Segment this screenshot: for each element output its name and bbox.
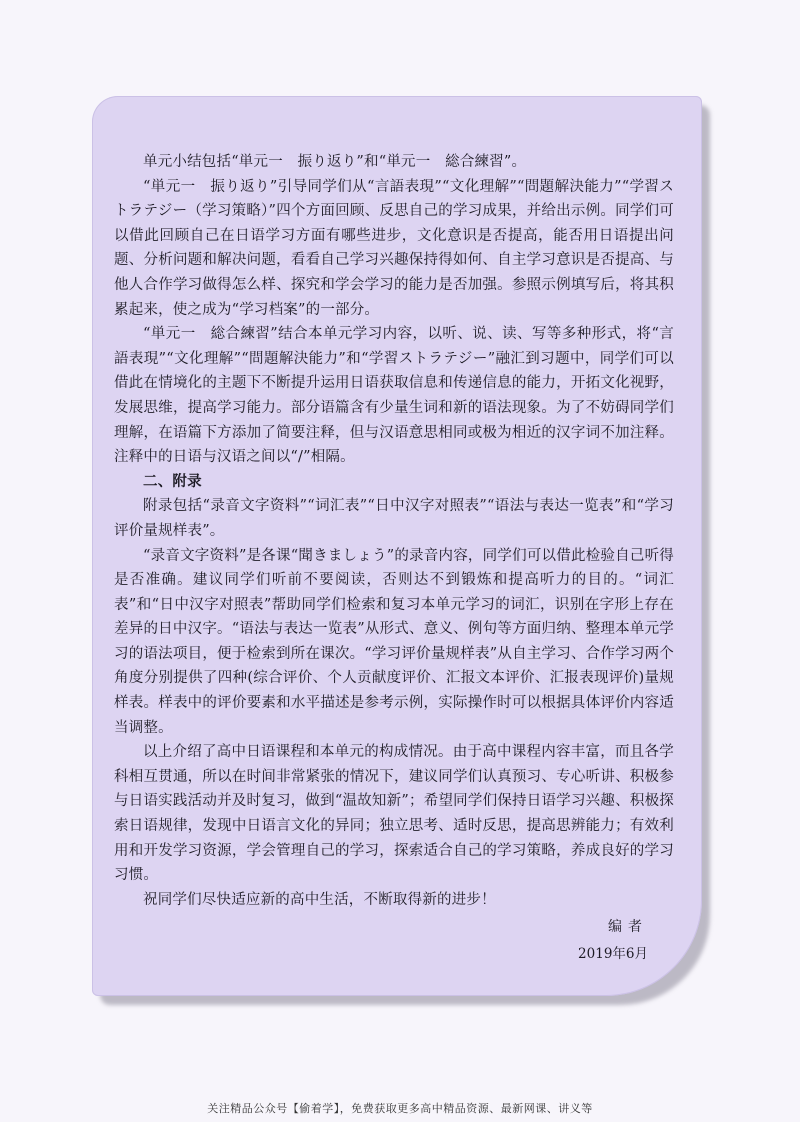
paragraph-review: “単元一 振り返り”引导同学们从“言語表現”“文化理解”“問題解決能力”“学習ストラテジー（学习策略）”四个方面回顾、反思自己的学习成果，并给出示例。同学们可以借此回顾自己在日语学习方面有哪些进步，文化意识是否提高，能否用日语提出问题、分析问题和解决问题，看看自己学习兴趣保持得如何、自主学习意识是否提高、与他人合作学习做得怎么样、探究和学会学习的能力是否加强。参照示例填写后，将其积累起来，使之成为“学习档案”的一部分。 bbox=[114, 178, 674, 318]
paragraph-practice: “単元一 総合練習”结合本单元学习内容，以听、说、读、写等多种形式，将“言語表現”“文化理解”“問題解決能力”和“学習ストラテジー”融汇到习题中，同学们可以借此在情境化的主题下不断提升运用日语获取信息和传递信息的能力，开拓文化视野，发展思维，提高学习能力。部分语篇含有少量生词和新的语法现象。为了不妨碍同学们理解，在语篇下方添加了简要注释，但与汉语意思相同或极为相近的汉字词不加注释。注释中的日语与汉语之间以“/”相隔。 bbox=[114, 326, 674, 466]
card-text bbox=[114, 150, 674, 912]
section-heading-appendix: 二、附录 bbox=[143, 473, 202, 490]
paragraph-appendix-details: “录音文字资料”是各课“聞きましょう”的录音内容，同学们可以借此检验自己听得是否准确。建议同学们听前不要阅读，否则达不到锻炼和提高听力的目的。“词汇表”和“日中汉字对照表”帮助同学们检索和复习本单元学习的词汇，识别在字形上存在差异的日中汉字。“语法与表达一览表”从形式、意义、例句等方面归纳、整理本单元学习的语法项目，便于检索到所在课次。“学习评价量规样表”从自主学习、合作学习两个角度分别提供了四种(综合评价、个人贡献度评价、汇报文本评价、汇报表现评价)量规样表。样表中的评价要素和水平描述是参考示例，实际操作时可以根据具体评价内容适当调整。 bbox=[114, 547, 674, 736]
paragraph-conclusion: 以上介绍了高中日语课程和本单元的构成情况。由于高中课程内容丰富，而且各学科相互贯通，所以在时间非常紧张的情况下，建议同学们认真预习、专心听讲、积极参与日语实践活动并及时复习，做到“温故知新”；希望同学们保持日语学习兴趣、积极探索日语规律，发现中日语言文化的异同；独立思考、适时反思，提高思辨能力；有效利用和开发学习资源，学会管理自己的学习，探索适合自己的学习策略，养成良好的学习习惯。 bbox=[114, 744, 674, 884]
paragraph-wishes: 祝同学们尽快适应新的高中生活，不断取得新的进步！ bbox=[143, 891, 496, 908]
paragraph-summary: 单元小结包括“単元一 振り返り”和“単元一 総合練習”。 bbox=[143, 154, 527, 170]
signature-editor: 编者 bbox=[608, 919, 648, 935]
page-footer: 关注精品公众号【偷着学】，免费获取更多高中精品资源、最新网课、讲义等 bbox=[207, 1102, 593, 1115]
signature-date: 2019年6月 bbox=[578, 946, 648, 962]
paragraph-appendix-intro: 附录包括“录音文字资料”“词汇表”“日中汉字对照表”“语法与表达一览表”和“学习评价量规样表”。 bbox=[114, 498, 674, 539]
